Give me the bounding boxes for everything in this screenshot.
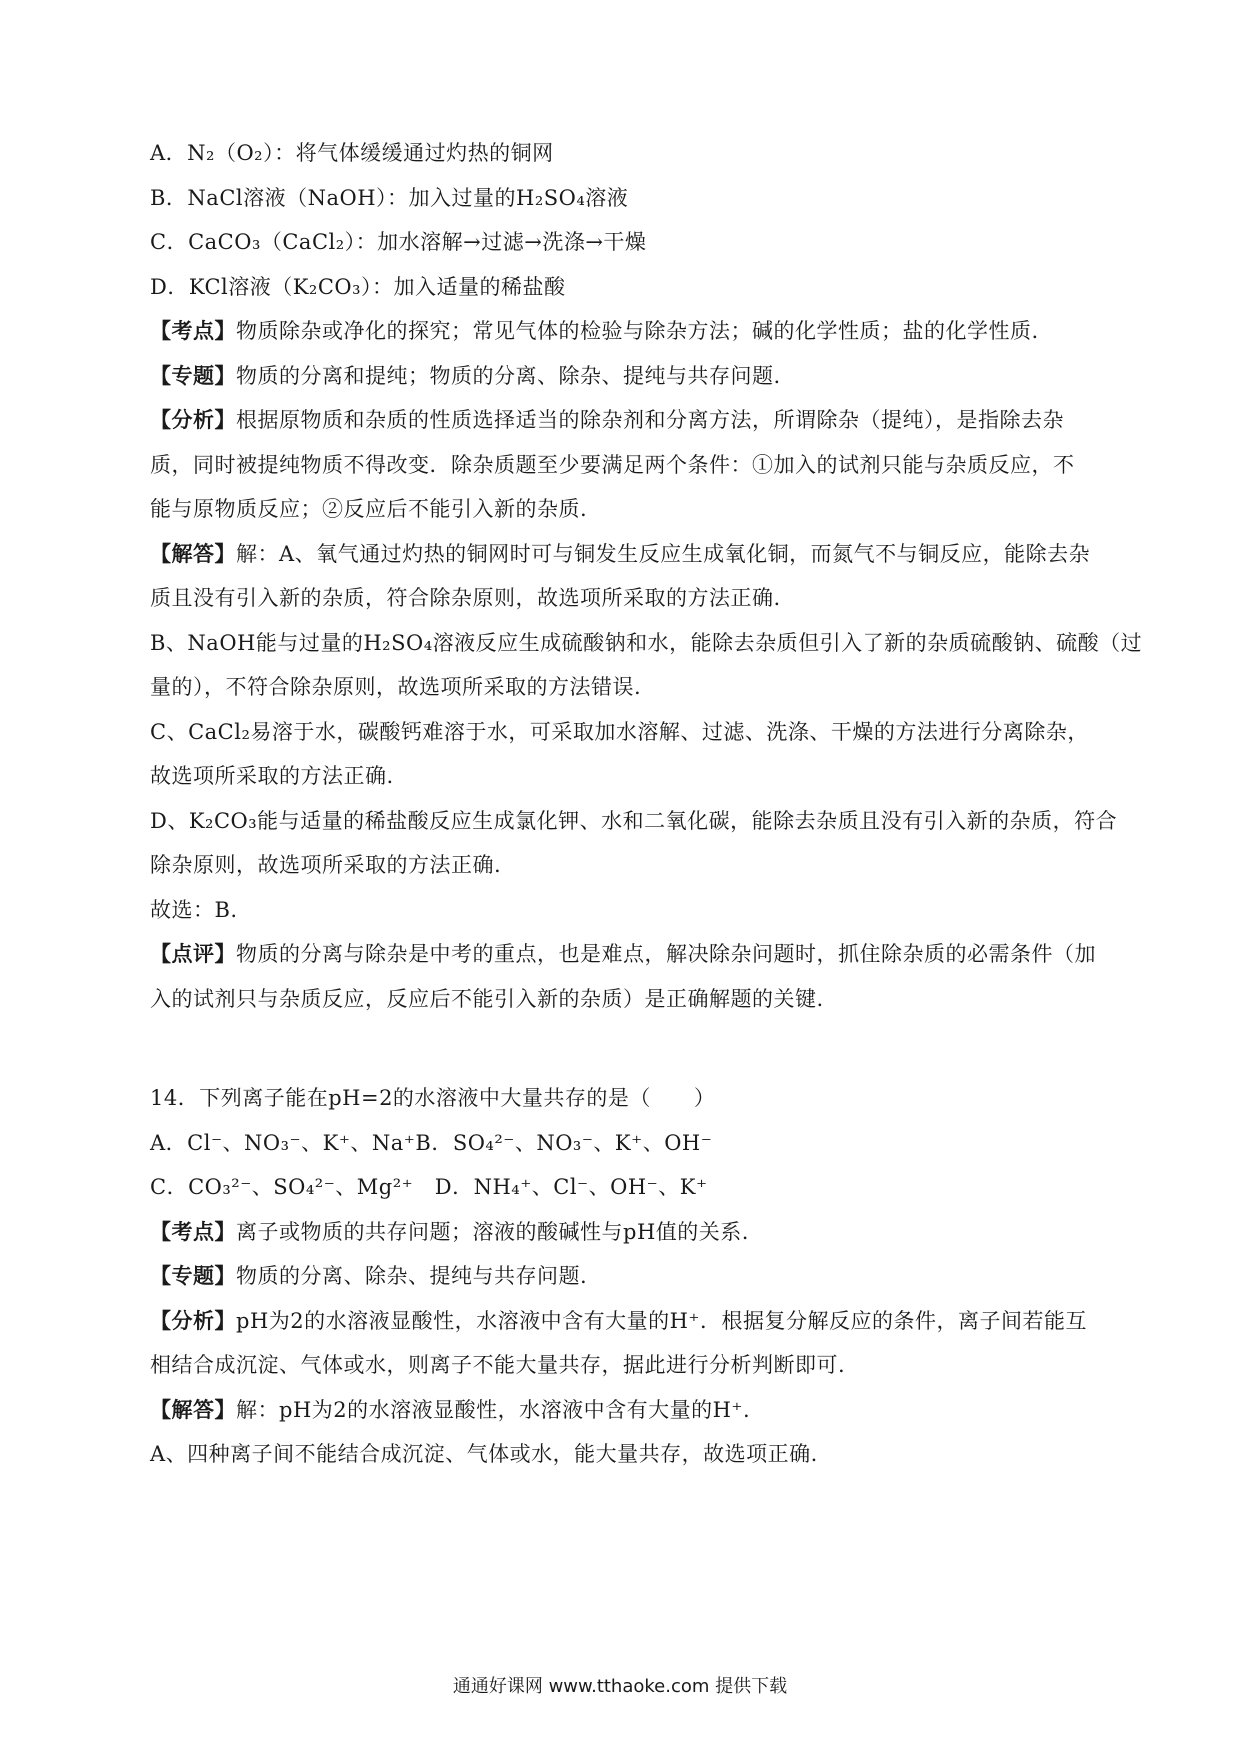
line-text: 故选：B. [150, 898, 238, 922]
line-text: B．NaCl溶液（NaOH）：加入过量的H₂SO₄溶液 [150, 186, 629, 210]
line-text: C、CaCl₂易溶于水，碳酸钙难溶于水，可采取加水溶解、过滤、洗涤、干燥的方法进行分离除杂， [150, 720, 1089, 744]
line-text: 根据原物质和杂质的性质选择适当的除杂剂和分离方法，所谓除杂（提纯），是指除去杂 [236, 408, 1064, 432]
text-line [150, 850, 1110, 880]
text-line [150, 183, 1110, 213]
text-line [150, 984, 1110, 1014]
text-line [150, 1261, 1110, 1291]
line-text: A．Cl⁻、NO₃⁻、K⁺、Na⁺B．SO₄²⁻、NO₃⁻、K⁺、OH⁻ [150, 1131, 713, 1155]
page-footer: 通通好课网 www.tthaoke.com 提供下载 [452, 1676, 788, 1697]
section-tag: 【考点】 [150, 318, 236, 343]
section-tag: 【点评】 [150, 941, 236, 966]
line-text: D、K₂CO₃能与适量的稀盐酸反应生成氯化钾、水和二氧化碳，能除去杂质且没有引入新的杂质，符合 [150, 809, 1118, 833]
line-text: 故选项所采取的方法正确. [150, 764, 394, 788]
text-line [150, 450, 1110, 480]
text-line [150, 405, 1110, 435]
line-text: 物质的分离和提纯；物质的分离、除杂、提纯与共存问题. [236, 364, 781, 388]
line-text: pH为2的水溶液显酸性，水溶液中含有大量的H⁺．根据复分解反应的条件，离子间若能互 [236, 1309, 1088, 1333]
text-line [150, 361, 1110, 391]
text-line [150, 316, 1110, 346]
line-text: 质且没有引入新的杂质，符合除杂原则，故选项所采取的方法正确. [150, 586, 781, 610]
line-text: 相结合成沉淀、气体或水，则离子不能大量共存，据此进行分析判断即可. [150, 1353, 846, 1377]
text-line [150, 272, 1110, 302]
line-text: 解：pH为2的水溶液显酸性，水溶液中含有大量的H⁺. [236, 1398, 751, 1422]
text-line [150, 539, 1110, 569]
section-tag: 【解答】 [150, 541, 236, 566]
line-text: 量的），不符合除杂原则，故选项所采取的方法错误. [150, 675, 642, 699]
text-line [150, 939, 1110, 969]
line-text: 离子或物质的共存问题；溶液的酸碱性与pH值的关系. [236, 1220, 749, 1244]
text-line [150, 628, 1143, 658]
line-text: A．N₂（O₂）：将气体缓缓通过灼热的铜网 [150, 141, 554, 165]
section-tag: 【专题】 [150, 1263, 236, 1288]
section-tag: 【考点】 [150, 1219, 236, 1244]
text-line [150, 672, 1110, 702]
section-tag: 【解答】 [150, 1397, 236, 1422]
text-line [150, 227, 1110, 257]
section-tag: 【专题】 [150, 363, 236, 388]
text-line [150, 717, 1110, 747]
text-line [150, 1395, 1110, 1425]
text-line [150, 895, 1110, 925]
text-line [150, 1439, 1110, 1469]
line-text: 除杂原则，故选项所采取的方法正确. [150, 853, 502, 877]
line-text: 能与原物质反应；②反应后不能引入新的杂质. [150, 497, 588, 521]
line-text: D．KCl溶液（K₂CO₃）：加入适量的稀盐酸 [150, 275, 566, 299]
section-tag: 【分析】 [150, 407, 236, 432]
line-text: 质，同时被提纯物质不得改变．除杂质题至少要满足两个条件：①加入的试剂只能与杂质反应，不 [150, 453, 1075, 477]
section-tag: 【分析】 [150, 1308, 236, 1333]
text-line [150, 583, 1110, 613]
line-text: 入的试剂只与杂质反应，反应后不能引入新的杂质）是正确解题的关键. [150, 987, 824, 1011]
text-line [150, 761, 1110, 791]
line-text: 解：A、氧气通过灼热的铜网时可与铜发生反应生成氧化铜，而氮气不与铜反应，能除去杂 [236, 542, 1091, 566]
text-line [150, 1350, 1110, 1380]
text-line [150, 1128, 1110, 1158]
text-line [150, 806, 1118, 836]
line-text: 物质的分离、除杂、提纯与共存问题. [236, 1264, 588, 1288]
text-line [150, 494, 1110, 524]
text-line [150, 1083, 1110, 1113]
text-line [150, 1306, 1110, 1336]
line-text: B、NaOH能与过量的H₂SO₄溶液反应生成硫酸钠和水，能除去杂质但引入了新的杂质硫酸钠、硫酸（过 [150, 631, 1143, 655]
line-text: 14．下列离子能在pH=2的水溶液中大量共存的是（ ） [150, 1086, 716, 1110]
line-text: A、四种离子间不能结合成沉淀、气体或水，能大量共存，故选项正确. [150, 1442, 818, 1466]
line-text: 物质的分离与除杂是中考的重点，也是难点，解决除杂问题时，抓住除杂质的必需条件（加 [236, 942, 1096, 966]
text-line [150, 1217, 1110, 1247]
text-line [150, 1172, 1110, 1202]
line-text: C．CO₃²⁻、SO₄²⁻、Mg²⁺ D．NH₄⁺、Cl⁻、OH⁻、K⁺ [150, 1175, 708, 1199]
line-text: C．CaCO₃（CaCl₂）：加水溶解→过滤→洗涤→干燥 [150, 230, 647, 254]
text-line [150, 138, 1110, 168]
line-text: 物质除杂或净化的探究；常见气体的检验与除杂方法；碱的化学性质；盐的化学性质. [236, 319, 1039, 343]
